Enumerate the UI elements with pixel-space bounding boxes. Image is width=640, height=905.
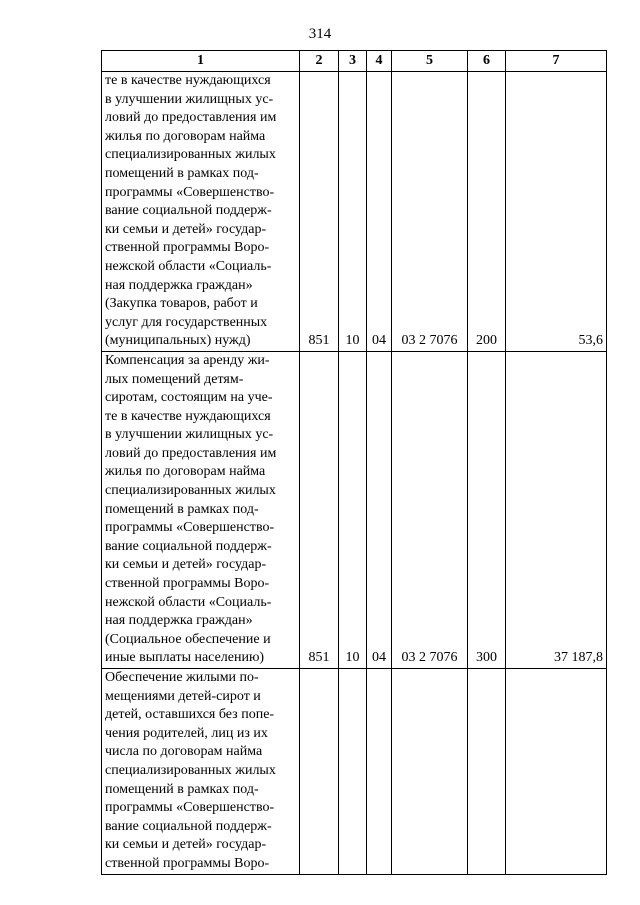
- cell-col7: 53,6: [506, 72, 607, 352]
- cell-col2: 851: [300, 351, 339, 668]
- cell-col6: 300: [468, 351, 506, 668]
- column-header-3: 3: [339, 51, 367, 72]
- row-description: Компенсация за аренду жи- лых помещений детям- сиротам, состоящим на уче- те в качестве нуждающихся в улучшении жилищных ус- ловий до предоставления им жилья по договорам найма специализированных жилых помещений в рамках под- программы «Совершенство- вание социальной поддерж- ки семьи и детей» государ- ственной программы Воро- нежской области «Социаль- ная поддержка граждан» (Социальное обеспечение и иные выплаты населению): [102, 351, 300, 668]
- cell-col7: [506, 669, 607, 875]
- table-row: [102, 72, 607, 352]
- page-number: 314: [308, 26, 332, 42]
- row-description: Обеспечение жилыми по- мещениями детей-сирот и детей, оставшихся без попе- чения родителей, лиц из их числа по договорам найма специализированных жилых помещений в рамках под- программы «Совершенство- вание социальной поддерж- ки семьи и детей» государ- ственной программы Воро-: [102, 669, 300, 875]
- cell-col2: 851: [300, 72, 339, 352]
- table-row: [102, 669, 607, 875]
- column-header-5: 5: [392, 51, 468, 72]
- cell-col4: 04: [367, 72, 392, 352]
- cell-col7: 37 187,8: [506, 351, 607, 668]
- column-header-2: 2: [300, 51, 339, 72]
- cell-col5: [392, 669, 468, 875]
- column-header-7: 7: [506, 51, 607, 72]
- table-row: [102, 351, 607, 668]
- cell-col5: 03 2 7076: [392, 351, 468, 668]
- table-header-row: [102, 51, 607, 72]
- cell-col4: [367, 669, 392, 875]
- column-header-4: 4: [367, 51, 392, 72]
- cell-col4: 04: [367, 351, 392, 668]
- cell-col3: 10: [339, 351, 367, 668]
- cell-col5: 03 2 7076: [392, 72, 468, 352]
- budget-table: [101, 50, 607, 875]
- cell-col3: [339, 669, 367, 875]
- column-header-6: 6: [468, 51, 506, 72]
- cell-col6: 200: [468, 72, 506, 352]
- column-header-1: 1: [102, 51, 300, 72]
- cell-col2: [300, 669, 339, 875]
- cell-col3: 10: [339, 72, 367, 352]
- row-description: те в качестве нуждающихся в улучшении жилищных ус- ловий до предоставления им жилья по договорам найма специализированных жилых помещений в рамках под- программы «Совершенство- вание социальной поддерж- ки семьи и детей» государ- ственной программы Воро- нежской области «Социаль- ная поддержка граждан» (Закупка товаров, работ и услуг для государственных (муниципальных) нужд): [102, 72, 300, 352]
- cell-col6: [468, 669, 506, 875]
